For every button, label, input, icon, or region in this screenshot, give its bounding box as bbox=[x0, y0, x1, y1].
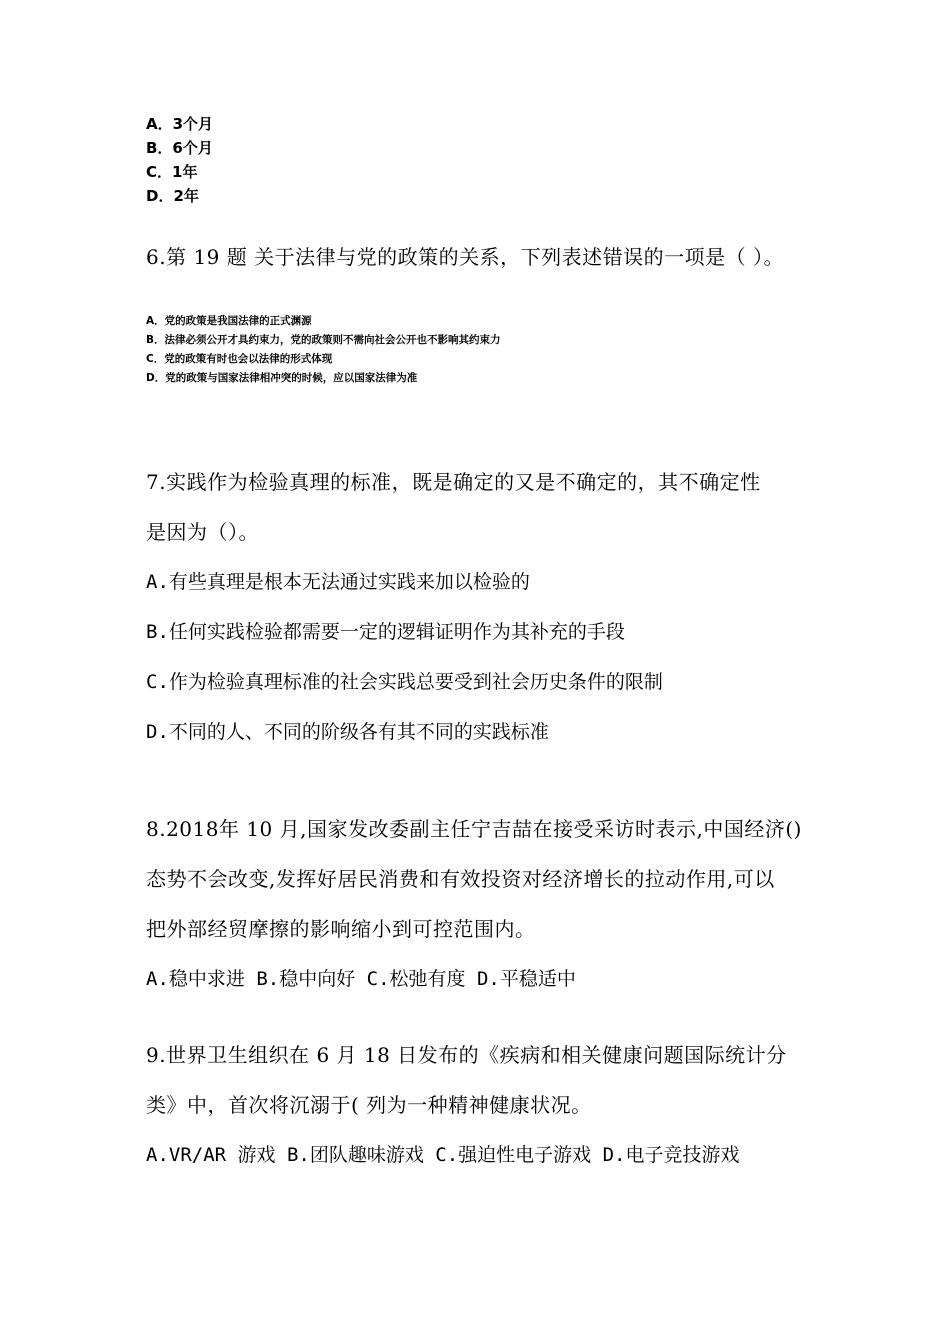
q8-stem-line2: 态势不会改变,发挥好居民消费和有效投资对经济增长的拉动作用,可以 bbox=[146, 867, 775, 891]
q8-stem-line1: 8.2018年 10 月,国家发改委副主任宁吉喆在接受采访时表示,中国经济() bbox=[146, 817, 802, 841]
q6-options bbox=[146, 312, 890, 388]
q7-option-b: B.任何实践检验都需要一定的逻辑证明作为其补充的手段 bbox=[146, 621, 625, 643]
q9-stem-line1: 9.世界卫生组织在 6 月 18 日发布的《疾病和相关健康问题国际统计分 bbox=[146, 1043, 787, 1067]
q6-stem: 6.第 19 题 关于法律与党的政策的关系，下列表述错误的一项是（ ）。 bbox=[146, 245, 784, 269]
q9-stem-line2: 类》中，首次将沉溺于( 列为一种精神健康状况。 bbox=[146, 1093, 592, 1117]
q7-option-a: A.有些真理是根本无法通过实践来加以检验的 bbox=[146, 571, 530, 593]
q5-option-c: C．1年 bbox=[146, 163, 198, 181]
q6-option-d: D．党的政策与国家法律相冲突的时候，应以国家法律为准 bbox=[146, 372, 418, 384]
q6-option-a: A．党的政策是我国法律的正式渊源 bbox=[146, 315, 312, 327]
q9-options: A.VR/AR 游戏 B.团队趣味游戏 C.强迫性电子游戏 D.电子竞技游戏 bbox=[146, 1144, 740, 1166]
q6-option-b: B．法律必须公开才具约束力，党的政策则不需向社会公开也不影响其约束力 bbox=[146, 334, 501, 346]
q7-block bbox=[146, 457, 890, 757]
q5-option-a: A．3个月 bbox=[146, 115, 214, 133]
q6-block bbox=[146, 232, 890, 282]
q8-stem-line3: 把外部经贸摩擦的影响缩小到可控范围内。 bbox=[146, 917, 536, 941]
q7-stem-line2: 是因为（）。 bbox=[146, 520, 259, 544]
q6-option-c: C．党的政策有时也会以法律的形式体现 bbox=[146, 353, 333, 365]
q9-block bbox=[146, 1030, 890, 1180]
q5-option-b: B．6个月 bbox=[146, 139, 213, 157]
q7-option-d: D.不同的人、不同的阶级各有其不同的实践标准 bbox=[146, 721, 549, 743]
q8-block bbox=[146, 804, 890, 1004]
q5-option-d: D．2年 bbox=[146, 187, 199, 205]
q5-options bbox=[146, 112, 890, 208]
q7-stem-line1: 7.实践作为检验真理的标准，既是确定的又是不确定的，其不确定性 bbox=[146, 470, 761, 494]
q7-option-c: C.作为检验真理标准的社会实践总要受到社会历史条件的限制 bbox=[146, 671, 663, 693]
q8-options: A.稳中求进 B.稳中向好 C.松弛有度 D.平稳适中 bbox=[146, 968, 576, 990]
